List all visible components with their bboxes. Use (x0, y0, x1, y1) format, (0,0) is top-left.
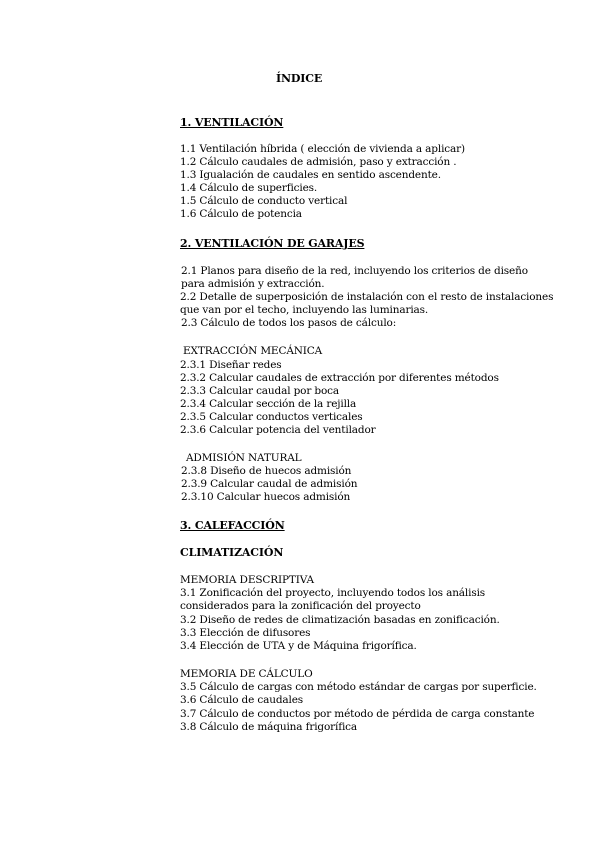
memoria-descriptiva-item: 3.3 Elección de difusores (180, 627, 311, 639)
section-1-heading: 1. VENTILACIÓN (180, 116, 284, 129)
extraccion-item: 2.3.6 Calcular potencia del ventilador (180, 424, 376, 436)
memoria-descriptiva-item: 3.4 Elección de UTA y de Máquina frigorífica. (180, 640, 417, 652)
section-1-item: 1.4 Cálculo de superficies. (180, 182, 318, 194)
admision-item: 2.3.8 Diseño de huecos admisión (181, 465, 352, 477)
memoria-calculo-item: 3.8 Cálculo de máquina frigorífica (180, 721, 358, 733)
admision-heading: ADMISIÓN NATURAL (186, 452, 302, 464)
section-1-item: 1.2 Cálculo caudales de admisión, paso y extracción . (180, 156, 457, 168)
admision-item: 2.3.9 Calcular caudal de admisión (181, 478, 358, 490)
extraccion-item: 2.3.2 Calcular caudales de extracción por diferentes métodos (180, 372, 499, 384)
extraccion-heading: EXTRACCIÓN MECÁNICA (183, 345, 323, 357)
section-1-item: 1.6 Cálculo de potencia (180, 208, 302, 220)
section-2-heading: 2. VENTILACIÓN DE GARAJES (180, 237, 365, 250)
section-1-item: 1.5 Cálculo de conducto vertical (180, 195, 348, 207)
extraccion-item: 2.3.5 Calcular conductos verticales (180, 411, 363, 423)
memoria-calculo-heading: MEMORIA DE CÁLCULO (180, 668, 313, 680)
section-2-item: 2.3 Cálculo de todos los pasos de cálculo: (181, 317, 397, 329)
memoria-calculo-item: 3.7 Cálculo de conductos por método de pérdida de carga constante (180, 708, 535, 720)
section-3-subheading: CLIMATIZACIÓN (180, 546, 284, 559)
section-2-item: que van por el techo, incluyendo las luminarias. (180, 304, 429, 316)
memoria-calculo-item: 3.5 Cálculo de cargas con método estándar de cargas por superficie. (180, 681, 537, 693)
extraccion-item: 2.3.4 Calcular sección de la rejilla (180, 398, 357, 410)
section-2-item: 2.2 Detalle de superposición de instalación con el resto de instalaciones (180, 291, 554, 303)
admision-item: 2.3.10 Calcular huecos admisión (181, 491, 351, 503)
memoria-calculo-item: 3.6 Cálculo de caudales (180, 694, 304, 706)
section-1-item: 1.1 Ventilación híbrida ( elección de vivienda a aplicar) (180, 143, 465, 155)
memoria-descriptiva-heading: MEMORIA DESCRIPTIVA (180, 574, 314, 586)
memoria-descriptiva-item: 3.2 Diseño de redes de climatización basadas en zonificación. (180, 614, 500, 626)
memoria-descriptiva-item: considerados para la zonificación del proyecto (180, 600, 421, 612)
document-title: ÍNDICE (276, 72, 323, 85)
extraccion-item: 2.3.1 Diseñar redes (180, 359, 282, 371)
memoria-descriptiva-item: 3.1 Zonificación del proyecto, incluyendo todos los análisis (180, 587, 486, 599)
extraccion-item: 2.3.3 Calcular caudal por boca (180, 385, 339, 397)
section-1-item: 1.3 Igualación de caudales en sentido ascendente. (180, 169, 441, 181)
section-3-heading: 3. CALEFACCIÓN (180, 519, 285, 532)
section-2-item: 2.1 Planos para diseño de la red, incluyendo los criterios de diseño (181, 265, 528, 277)
section-2-item: para admisión y extracción. (181, 278, 325, 290)
